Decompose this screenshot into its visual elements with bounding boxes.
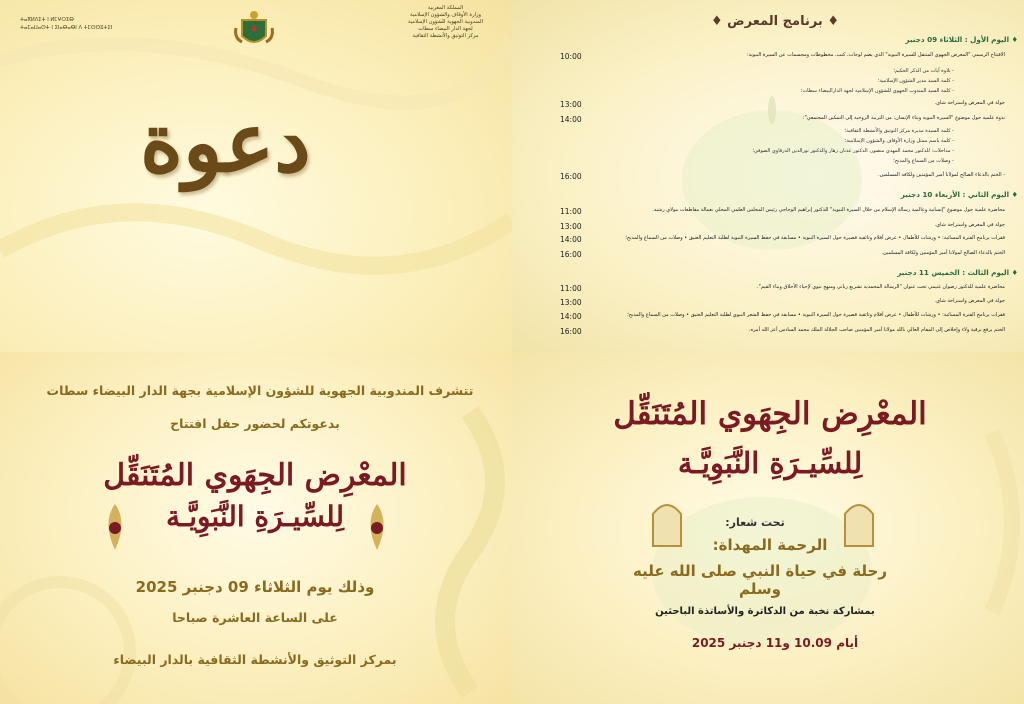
row-text: الختم بالدعاء الصالح لمولانا أمير المؤمنين ولكافة المسلمين.: [881, 250, 1005, 256]
cover-title-1: المعْرِض الجِهَوي المُتَنَقِّل: [613, 396, 927, 432]
row-time: 13:00: [560, 100, 582, 109]
program-title: ♦ برنامج المعرض ♦: [710, 14, 839, 29]
header-line: المملكة المغربية: [427, 5, 464, 11]
row-time: 16:00: [560, 250, 582, 259]
row-time: 14:00: [560, 115, 582, 124]
lantern-ornament-icon: [98, 502, 132, 552]
row-time: 14:00: [560, 235, 582, 244]
lantern-ornament-icon: [360, 502, 394, 552]
invite-date: وذلك يوم الثلاثاء 09 دجنبر 2025: [135, 578, 375, 596]
sub-item: - كلمة السيدة مديرة مركز التوثيق والأنشطة الثقافية؛: [844, 128, 954, 134]
day-1-label: ♦ اليوم الأول : الثلاثاء 09 دجنبر: [905, 35, 1018, 44]
sub-item: - كلمة باسم ممثل وزارة الأوقاف والشؤون الإسلامية؛: [844, 138, 954, 144]
amazigh-line: ⵜⴰⴳⵍⴷⵉⵜ ⵏ ⵍⵎⵖⵔⵉⴱ: [20, 17, 74, 23]
program-row: [560, 207, 1005, 217]
invite-time: على الساعة العاشرة صباحا: [172, 610, 338, 625]
sub-item: - كلمة السيد مدير الشؤون الإسلامية؛: [877, 78, 954, 84]
coat-of-arms-icon: [232, 8, 276, 52]
slogan-label: تحت شعار:: [725, 516, 785, 529]
exhibition-title-2: لِلسِّيـرَةِ النَّبَوِيَّـة: [166, 500, 344, 533]
program-row: [560, 222, 1005, 232]
cover-title-2: لِلسِّيـرَةِ النَّبَوِيَّـة: [677, 446, 863, 480]
row-time: 13:00: [560, 222, 582, 231]
arch-frame-icon: [650, 498, 684, 548]
row-time: 11:00: [560, 207, 582, 216]
sub-item: - كلمة السيد المندوب الجهوي للشؤون الإسلامية لجهة الدارالبيضاء سطات؛: [800, 88, 954, 94]
row-text: فقرات برنامج الفترة المسائية: • ورشات للأطفال • عرض أفلام وثائقية قصيرة حول السيرة النبوية • مسابقة في حفظ السيرة النبوية لطلبة التعليم العتيق • وصلات من السماع والمديح؛: [625, 235, 1005, 241]
row-text: جولة في المعرض واستراحة شاي.: [934, 298, 1005, 304]
cover-dates: أيام 10.09 و11 دجنبر 2025: [691, 636, 859, 650]
row-time: 16:00: [560, 172, 582, 181]
slogan-line-2: رحلة في حياة النبي صلى الله عليه وسلم: [633, 562, 887, 598]
day-2-label: ♦ اليوم الثاني : الأربعاء 10 دجنبر: [900, 190, 1018, 199]
row-text: محاضرة علمية للدكتور رضوان غنيمي تحت عنوان "الرسالة المحمدية تشريع رباني ومنهج نبوي لإحياء الأخلاق وبناء القيم".: [756, 284, 1005, 290]
amazigh-header: [20, 16, 140, 32]
slogan-line-1: الرحمة المهداة:: [712, 536, 828, 554]
row-time: 10:00: [560, 52, 582, 61]
sub-item: - تلاوة آيات من الذكر الحكيم؛: [893, 68, 954, 74]
program-row: [560, 100, 1005, 110]
day-3-label: ♦ اليوم الثالث : الخميس 11 دجنبر: [897, 268, 1018, 277]
participants: بمشاركة نخبة من الدكاترة والأساتذة الباحثين: [655, 606, 875, 617]
row-time: 16:00: [560, 327, 582, 336]
amazigh-line: ⵜⴰⵎⴰⵡⴰⵙⵜ ⵏ ⵉⵏⴰⴱⴰⴱⵏ ⴷ ⵜⵎⵙⵙⵓⵜⵉⵏ: [20, 25, 113, 31]
exhibition-title-1: المعْرِض الجِهَوي المُتَنَقِّل: [103, 458, 407, 493]
program-row: [560, 52, 1005, 62]
invite-line-2: بدعوتكم لحضور حفل افتتاح: [170, 416, 340, 431]
program-row: [560, 284, 1005, 294]
row-time: 13:00: [560, 298, 582, 307]
program-row: [560, 235, 1005, 245]
row-text: جولة في المعرض واستراحة شاي.: [934, 222, 1005, 228]
invitation-word: دعوة: [140, 95, 311, 191]
row-text: فقرات برنامج الفترة المسائية: • ورشات للأطفال • عرض أفلام وثائقية قصيرة حول السيرة النبوية • مسابقة في حفظ الشعر النبوي لطلبة التعليم العتيق • وصلات من السماع والمديح؛: [627, 312, 1005, 318]
header-line: لجهة الدار البيضاء سطات: [418, 26, 473, 32]
program-row: [560, 298, 1005, 308]
invite-line-1: تتشرف المندوبية الجهوية للشؤون الإسلامية بجهة الدار البيضاء سطات: [46, 383, 474, 398]
program-row: [560, 250, 1005, 260]
header-line: المندوبية الجهوية للشؤون الإسلامية: [407, 19, 484, 25]
row-text: محاضرة علمية حول موضوع "إنسانية وعالمية رسالة الإسلام من خلال السيرة النبوية" للدكتور إبراهيم الوجاجي رئيس المجلس العلمي المحلي بعمالة مقاطعات مولاي رشيد.: [652, 207, 1005, 213]
row-text: ندوة علمية حول موضوع "السيرة النبوية وبناء الإنسان: من التربية الروحية إلى التمكين المجتمعي":: [802, 115, 1005, 121]
invite-place: بمركز التوثيق والأنشطة الثقافية بالدار البيضاء: [113, 652, 397, 667]
header-line: وزارة الأوقاف والشؤون الإسلامية: [409, 12, 482, 18]
header-line: مركز التوثيق والأنشطة الثقافية: [412, 33, 479, 39]
row-time: 14:00: [560, 312, 582, 321]
row-text: جولة في المعرض واستراحة شاي.: [934, 100, 1005, 106]
program-row: [560, 115, 1005, 125]
ministry-header: [388, 5, 503, 40]
row-text: - الختم بالدعاء الصالح لمولانا أمير المؤمنين ولكافة المسلمين.: [878, 172, 1005, 178]
row-text: الختم برفع برقية ولاء وإخلاص إلى المقام العالي بالله مولانا أمير المؤمنين صاحب الجلالة الملك محمد السادس أعز الله أمره.: [748, 327, 1005, 333]
program-row: [560, 172, 1005, 182]
program-row: [560, 312, 1005, 322]
program-row: [560, 327, 1005, 337]
sub-item: - مداخلات: للدكتور محمد المهدي منصور، الدكتور عدنان زهار والدكتور نورالدين الدرقاوي الصوفي؛: [752, 148, 954, 154]
row-time: 11:00: [560, 284, 582, 293]
sub-item: - وصلات من السماع والمديح؛: [893, 158, 954, 164]
row-text: الافتتاح الرسمي "المعرض الجهوي المتنقل للسيرة النبوية" الذي يضم لوحات، كتب، مخطوطات ومجسمات عن السيرة النبوية:: [747, 52, 1005, 58]
